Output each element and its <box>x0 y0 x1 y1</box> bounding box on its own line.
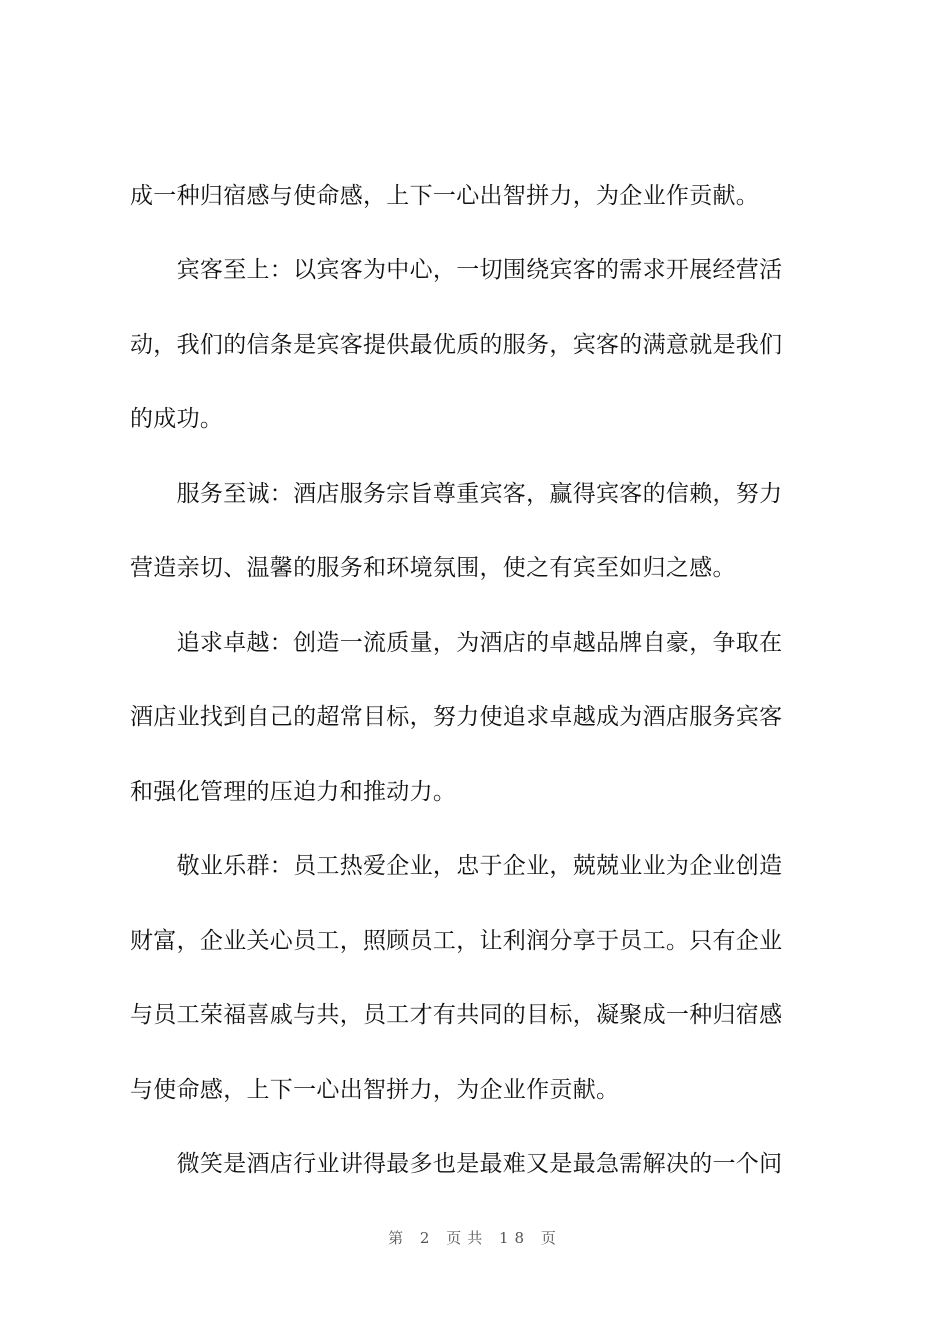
text-line: 与员工荣福喜戚与共，员工才有共同的目标，凝聚成一种归宿感 <box>130 1002 783 1028</box>
text-line: 酒店业找到自己的超常目标，努力使追求卓越成为酒店服务宾客 <box>130 704 783 730</box>
text-line: 营造亲切、温馨的服务和环境氛围，使之有宾至如归之感。 <box>130 555 736 581</box>
page-footer: 第 2 页共 18 页 <box>388 1229 562 1247</box>
text-line: 敬业乐群：员工热爱企业，忠于企业，兢兢业业为企业创造 <box>130 853 783 879</box>
text-line: 与使命感，上下一心出智拼力，为企业作贡献。 <box>130 1077 620 1103</box>
text-line: 微笑是酒店行业讲得最多也是最难又是最急需解决的一个问 <box>130 1151 783 1177</box>
text-line: 追求卓越：创造一流质量，为酒店的卓越品牌自豪，争取在 <box>130 630 783 656</box>
text-line: 的成功。 <box>130 406 224 432</box>
text-line: 服务至诚：酒店服务宗旨尊重宾客，赢得宾客的信赖，努力 <box>130 481 783 507</box>
text-line: 和强化管理的压迫力和推动力。 <box>130 779 457 805</box>
text-line: 宾客至上：以宾客为中心，一切围绕宾客的需求开展经营活 <box>130 257 783 283</box>
text-line: 成一种归宿感与使命感，上下一心出智拼力，为企业作贡献。 <box>130 183 760 209</box>
text-line: 财富，企业关心员工，照顾员工，让利润分享于员工。只有企业 <box>130 928 783 954</box>
text-line: 动，我们的信条是宾客提供最优质的服务，宾客的满意就是我们 <box>130 332 783 358</box>
